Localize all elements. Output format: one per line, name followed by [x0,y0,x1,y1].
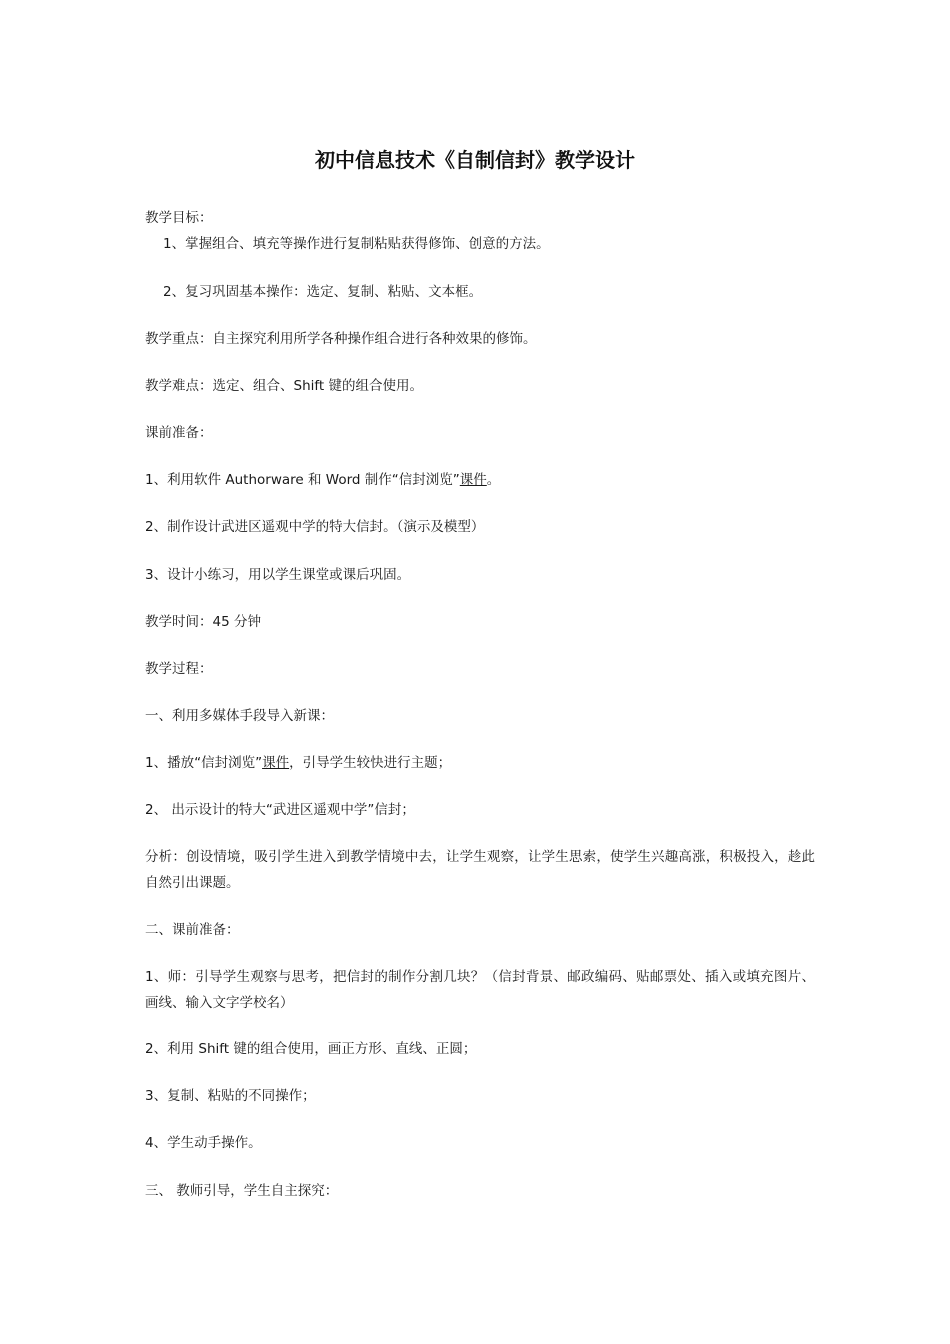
prep-item-1-end: 。 [486,472,501,488]
prep-item-1 [145,470,815,490]
key-point: 教学重点：自主探究利用所学各种操作组合进行各种效果的修饰。 [145,331,537,347]
prep-item-2: 2、制作设计武进区遥观中学的特大信封。（演示及模型） [145,519,485,535]
section-2-heading: 二、课前准备： [145,922,240,938]
section-2-item-2: 2、利用 Shift 键的组合使用，画正方形、直线、正圆； [145,1041,477,1057]
teaching-time: 教学时间：45 分钟 [145,614,261,630]
objective-1: 1、掌握组合、填充等操作进行复制粘贴获得修饰、创意的方法。 [163,236,550,252]
prep-item-3: 3、设计小练习，用以学生课堂或课后巩固。 [145,567,411,583]
preparation-label: 课前准备： [145,425,213,441]
objective-2: 2、复习巩固基本操作：选定、复制、粘贴、文本框。 [163,284,483,300]
section-1-item-2: 2、 出示设计的特大“武进区遥观中学”信封； [145,802,415,818]
difficulty: 教学难点：选定、组合、Shift 键的组合使用。 [145,378,423,394]
prep-item-1-text: 1、利用软件 Authorware 和 Word 制作“信封浏览” [145,472,460,488]
section-1-item-1 [145,753,815,773]
courseware-link-2[interactable]: 课件 [262,755,290,771]
section-2-item-1: 1、师：引导学生观察与思考，把信封的制作分割几块？（信封背景、邮政编码、贴邮票处、插入或填充图片、画线、输入文字学校名） [145,969,815,1011]
objectives-label: 教学目标： [145,210,213,226]
section-1-item-1-end: ，引导学生较快进行主题； [289,755,452,771]
document-title: 初中信息技术《自制信封》教学设计 [315,148,635,172]
section-2-item-3: 3、复制、粘贴的不同操作； [145,1088,316,1104]
section-1-heading: 一、利用多媒体手段导入新课： [145,708,334,724]
process-label: 教学过程： [145,661,213,677]
section-1-item-1-text: 1、播放“信封浏览” [145,755,263,771]
section-2-item-4: 4、学生动手操作。 [145,1135,262,1151]
section-3-heading: 三、 教师引导，学生自主探究： [145,1183,339,1199]
courseware-link[interactable]: 课件 [459,472,487,488]
analysis-paragraph: 分析：创设情境，吸引学生进入到教学情境中去，让学生观察，让学生思索，使学生兴趣高涨，积极投入，趁此自然引出课题。 [145,849,815,891]
